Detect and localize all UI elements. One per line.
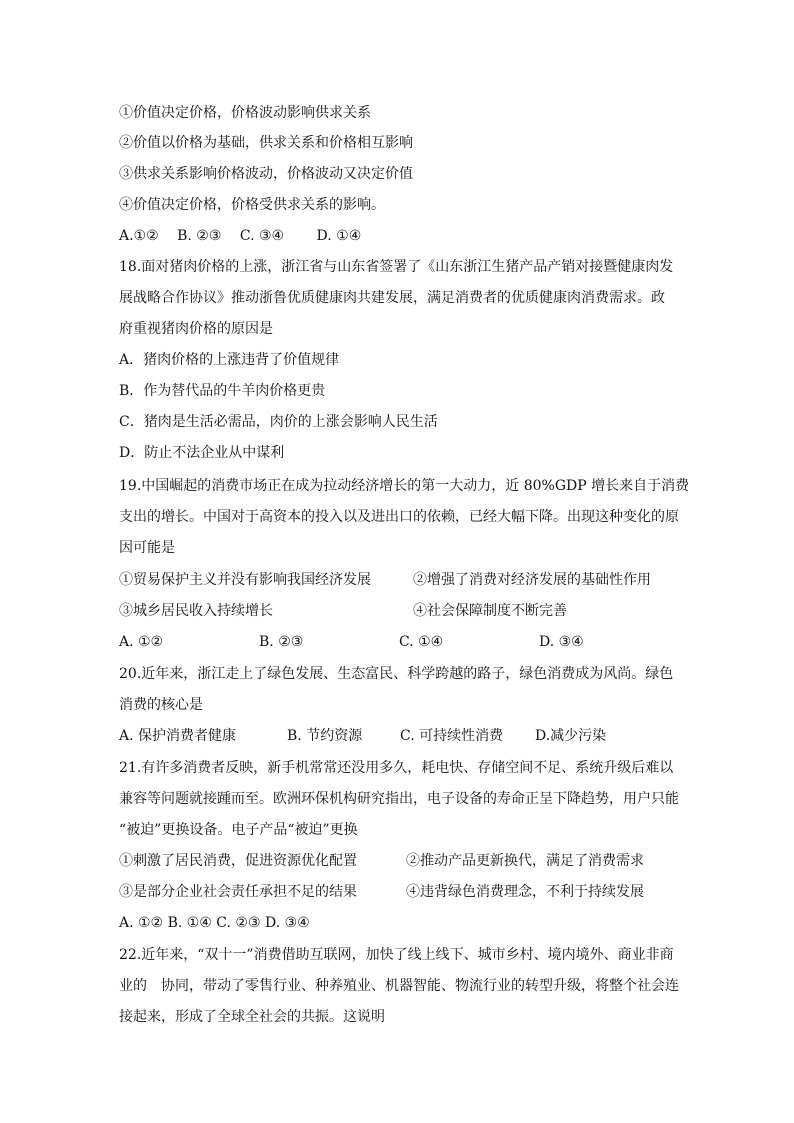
q22-stem-line-1: 22.近年来，“双十一”消费借助互联网，加快了线上线下、城市乡村、境内境外、商业非商 [119, 947, 674, 963]
q17-statement-2: ②价值以价格为基础，供求关系和价格相互影响 [119, 135, 413, 151]
q17-statement-4: ④价值决定价格，价格受供求关系的影响。 [119, 197, 385, 213]
q19-option-b: B. ②③ [259, 634, 304, 650]
q20-option-a: A. 保护消费者健康 [119, 728, 237, 744]
q19-statement-2: ②增强了消费对经济发展的基础性作用 [413, 572, 651, 588]
q17-statement-3: ③供求关系影响价格波动，价格波动又决定价值 [119, 166, 413, 182]
q19-stem-line-2: 支出的增长。中国对于高资本的投入以及进出口的依赖，已经大幅下降。出现这种变化的原 [119, 509, 679, 525]
q18-option-c: C．猪肉是生活必需品，肉价的上涨会影响人民生活 [119, 414, 438, 430]
q20-option-c: C. 可持续性消费 [400, 728, 504, 744]
q22-stem-line-3: 接起来，形成了全球全社会的共振。这说明 [119, 1009, 385, 1025]
q19-statement-3: ③城乡居民收入持续增长 [119, 603, 273, 619]
q19-statement-4: ④社会保障制度不断完善 [413, 603, 567, 619]
q17-options: A.①② B. ②③ C. ③④ D. ①④ [119, 228, 362, 244]
q20-stem-line-1: 20.近年来，浙江走上了绿色发展、生态富民、科学跨越的路子，绿色消费成为风尚。绿色 [119, 666, 674, 682]
q19-option-c: C. ①④ [399, 634, 444, 650]
q21-options: A. ①② B. ①④ C. ②③ D. ③④ [119, 915, 310, 931]
q18-stem-line-2: 展战略合作协议》推动浙鲁优质健康肉共建发展，满足消费者的优质健康肉消费需求。政 [119, 290, 665, 306]
q22-stem-line-2: 业的 协同，带动了零售行业、种养殖业、机器智能、物流行业的转型升级，将整个社会连 [119, 978, 679, 994]
q17-statement-1: ①价值决定价格，价格波动影响供求关系 [119, 105, 371, 121]
q21-stem-line-1: 21.有许多消费者反映，新手机常常还没用多久，耗电快、存储空间不足、系统升级后难以 [119, 760, 674, 776]
q19-statement-1: ①贸易保护主义并没有影响我国经济发展 [119, 572, 371, 588]
q20-stem-line-2: 消费的核心是 [119, 697, 203, 713]
q18-stem-line-1: 18.面对猪肉价格的上涨，浙江省与山东省签署了《山东浙江生猪产品产销对接暨健康肉发 [119, 259, 674, 275]
q18-stem-line-3: 府重视猪肉价格的原因是 [119, 321, 273, 337]
q19-stem-line-1: 19.中国崛起的消费市场正在成为拉动经济增长的第一大动力，近 80%GDP 增长来自于消费 [119, 478, 690, 494]
q18-option-a: A．猪肉价格的上涨违背了价值规律 [119, 352, 340, 368]
q19-stem-line-3: 因可能是 [119, 540, 175, 556]
q20-option-d: D.减少污染 [535, 728, 607, 744]
q21-statement-1: ①刺激了居民消费，促进资源优化配置 [119, 853, 357, 869]
q20-option-b: B. 节约资源 [287, 728, 363, 744]
q21-stem-line-3: “被迫”更换设备。电子产品“被迫”更换 [119, 822, 358, 838]
q18-option-d: D．防止不法企业从中谋利 [119, 445, 285, 461]
q21-statement-4: ④违背绿色消费理念，不利于持续发展 [406, 884, 644, 900]
q19-option-d: D. ③④ [539, 634, 584, 650]
q19-option-a: A. ①② [119, 634, 164, 650]
q21-stem-line-2: 兼容等问题就接踵而至。欧洲环保机构研究指出，电子设备的寿命正呈下降趋势，用户只能 [119, 791, 679, 807]
q18-option-b: B．作为替代品的牛羊肉价格更贵 [119, 383, 326, 399]
q21-statement-2: ②推动产品更新换代，满足了消费需求 [406, 853, 644, 869]
q21-statement-3: ③是部分企业社会责任承担不足的结果 [119, 884, 357, 900]
